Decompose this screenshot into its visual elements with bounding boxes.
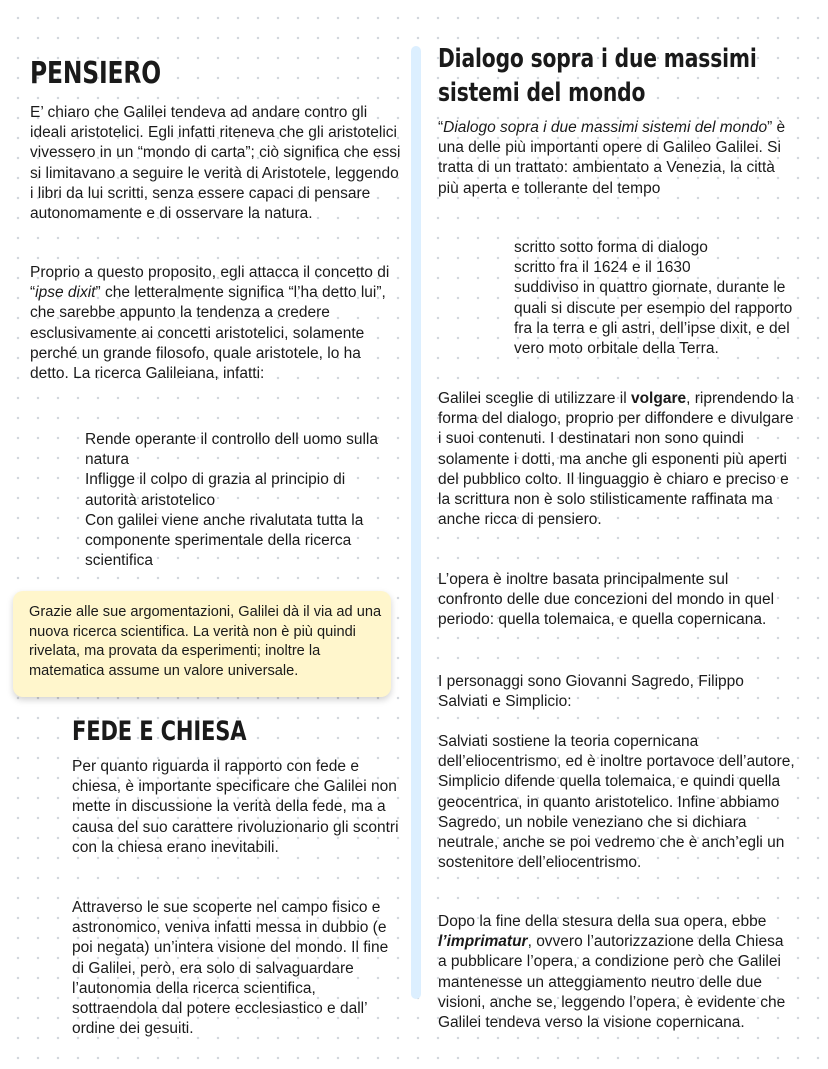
volgare-text-before: Galilei sceglie di utilizzare il [438, 390, 631, 407]
volgare-term: volgare [630, 390, 687, 407]
dopo-text-before: Dopo la fine della stesura della sua opera, ebbe [438, 913, 767, 930]
list-item: scritto fra il 1624 e il 1630 [514, 259, 691, 277]
fede-paragraph-1: Per quanto riguarda il rapporto con fede e chiesa, è importante specificare che Galilei non mette in discussione la verità della fede, ma a causa del suo carattere rivoluzionario gli scontri con la chiesa erano inevitabili. [72, 758, 399, 856]
volgare-paragraph [438, 389, 800, 530]
heading-dialogo: Dialogo sopra i due massimi sistemi del mondo [438, 44, 757, 108]
list-item: suddiviso in quattro giornate, durante le quali si discute per esempio del rapporto fra la terra e gli astri, dell’ipse dixit, e del vero moto orbitale della Terra. [514, 279, 793, 358]
intro-quote: “ [438, 119, 444, 136]
intro-rest: ” è una delle più importanti opere di Galileo Galilei. Si tratta di un trattato: ambientato a Venezia, la città più aperta e tollerante del tempo [438, 119, 786, 197]
imprimatur-term: l’imprimatur [438, 933, 528, 951]
summary-callout [13, 591, 391, 697]
column-divider [411, 46, 421, 999]
fede-paragraph-2: Attraverso le sue scoperte nel campo fisico e astronomico, veniva infatti messa in dubbio (e poi negata) un’intera visione del mondo. Il fine di Galilei, però, era solo di salvaguardare l’autonomia della ricerca scientifica, sottraendola dal potere ecclesiastico e dall’ ordine dei gesuiti. [72, 899, 389, 1038]
volgare-text-after: , riprendendo la forma del dialogo, proprio per diffondere e divulgare i suoi contenuti. I destinatari non sono quindi solamente i dotti, ma anche gli esponenti più aperti del pubblico colto. Il linguaggio è chiaro e preciso e la scrittura non è solo stilisticamente raffinata ma anche ricca di pensiero. [438, 390, 794, 529]
salviati-paragraph: Salviati sostiene la teoria copernicana dell’eliocentrismo, ed è inoltre portavoce dell’autore, Simplicio difende quella tolemaica, e quindi quella geocentrica, in quanto aristotelico. Infine abbiamo Sagredo, un nobile veneziano che si dichiara neutrale, anche se poi vedremo che è anch’egli un sostenitore dell’eliocentrismo. [438, 733, 795, 872]
list-item: scritto sotto forma di dialogo [514, 239, 708, 256]
ricerca-list [85, 430, 400, 571]
ipse-dixit-term: ipse dixit [35, 284, 96, 302]
pensiero-paragraph-1: E’ chiaro che Galilei tendeva ad andare contro gli ideali aristotelici. Egli infatti riteneva che gli aristotelici vivessero in un “mondo di carta”; ciò significa che essi si limitavano a seguire le verità di Aristotele, leggendo i libri da lui scritti, senza essere capaci di pensare autonomamente e di osservare la natura. [30, 104, 401, 223]
pensiero-paragraph-2 [30, 263, 402, 384]
personaggi-paragraph: I personaggi sono Giovanni Sagredo, Filippo Salviati e Simplicio: [438, 673, 744, 711]
callout-text: Grazie alle sue argomentazioni, Galilei dà il via ad una nuova ricerca scientifica. La verità non è più quindi rivelata, ma provata da esperimenti; inoltre la matematica assume un valore universale. [29, 604, 382, 679]
dopo-text-after: , ovvero l’autorizzazione della Chiesa a pubblicare l’opera, a condizione però che Galilei mantenesse un atteggiamento neutro delle due visioni, anche se, leggendo l’opera, è evidente che Galilei tendeva verso la visione copernicana. [438, 933, 786, 1032]
opera-paragraph: L’opera è inoltre basata principalmente sul confronto delle due concezioni del mondo in quel periodo: quella tolemaica, e quella copernicana. [438, 571, 775, 629]
heading-fede-chiesa: FEDE E CHIESA [72, 716, 247, 747]
list-item: Con galilei viene anche rivalutata tutta la componente sperimentale della ricerca scientifica [85, 511, 364, 570]
imprimatur-paragraph [438, 912, 796, 1033]
list-item: Infligge il colpo di grazia al principio di autorità aristotelico [85, 471, 346, 509]
p2-text-before: Proprio a questo proposito, egli attacca il concetto di “ [30, 264, 390, 302]
heading-pensiero: PENSIERO [30, 56, 161, 91]
list-item: Rende operante il controllo dell uomo sulla natura [85, 431, 378, 469]
p2-text-after: ” che letteralmente significa “l’ha detto lui”, che sarebbe appunto la tendenza a credere esclusivamente ai concetti aristotelici, solamente perché un grande filosofo, quale aristotele, lo ha detto. La ricerca Galileiana, infatti: [30, 284, 386, 383]
dialogo-intro [438, 118, 788, 199]
intro-work-title: Dialogo sopra i due massimi sistemi del mondo [443, 119, 768, 136]
dialogo-list [514, 238, 804, 359]
